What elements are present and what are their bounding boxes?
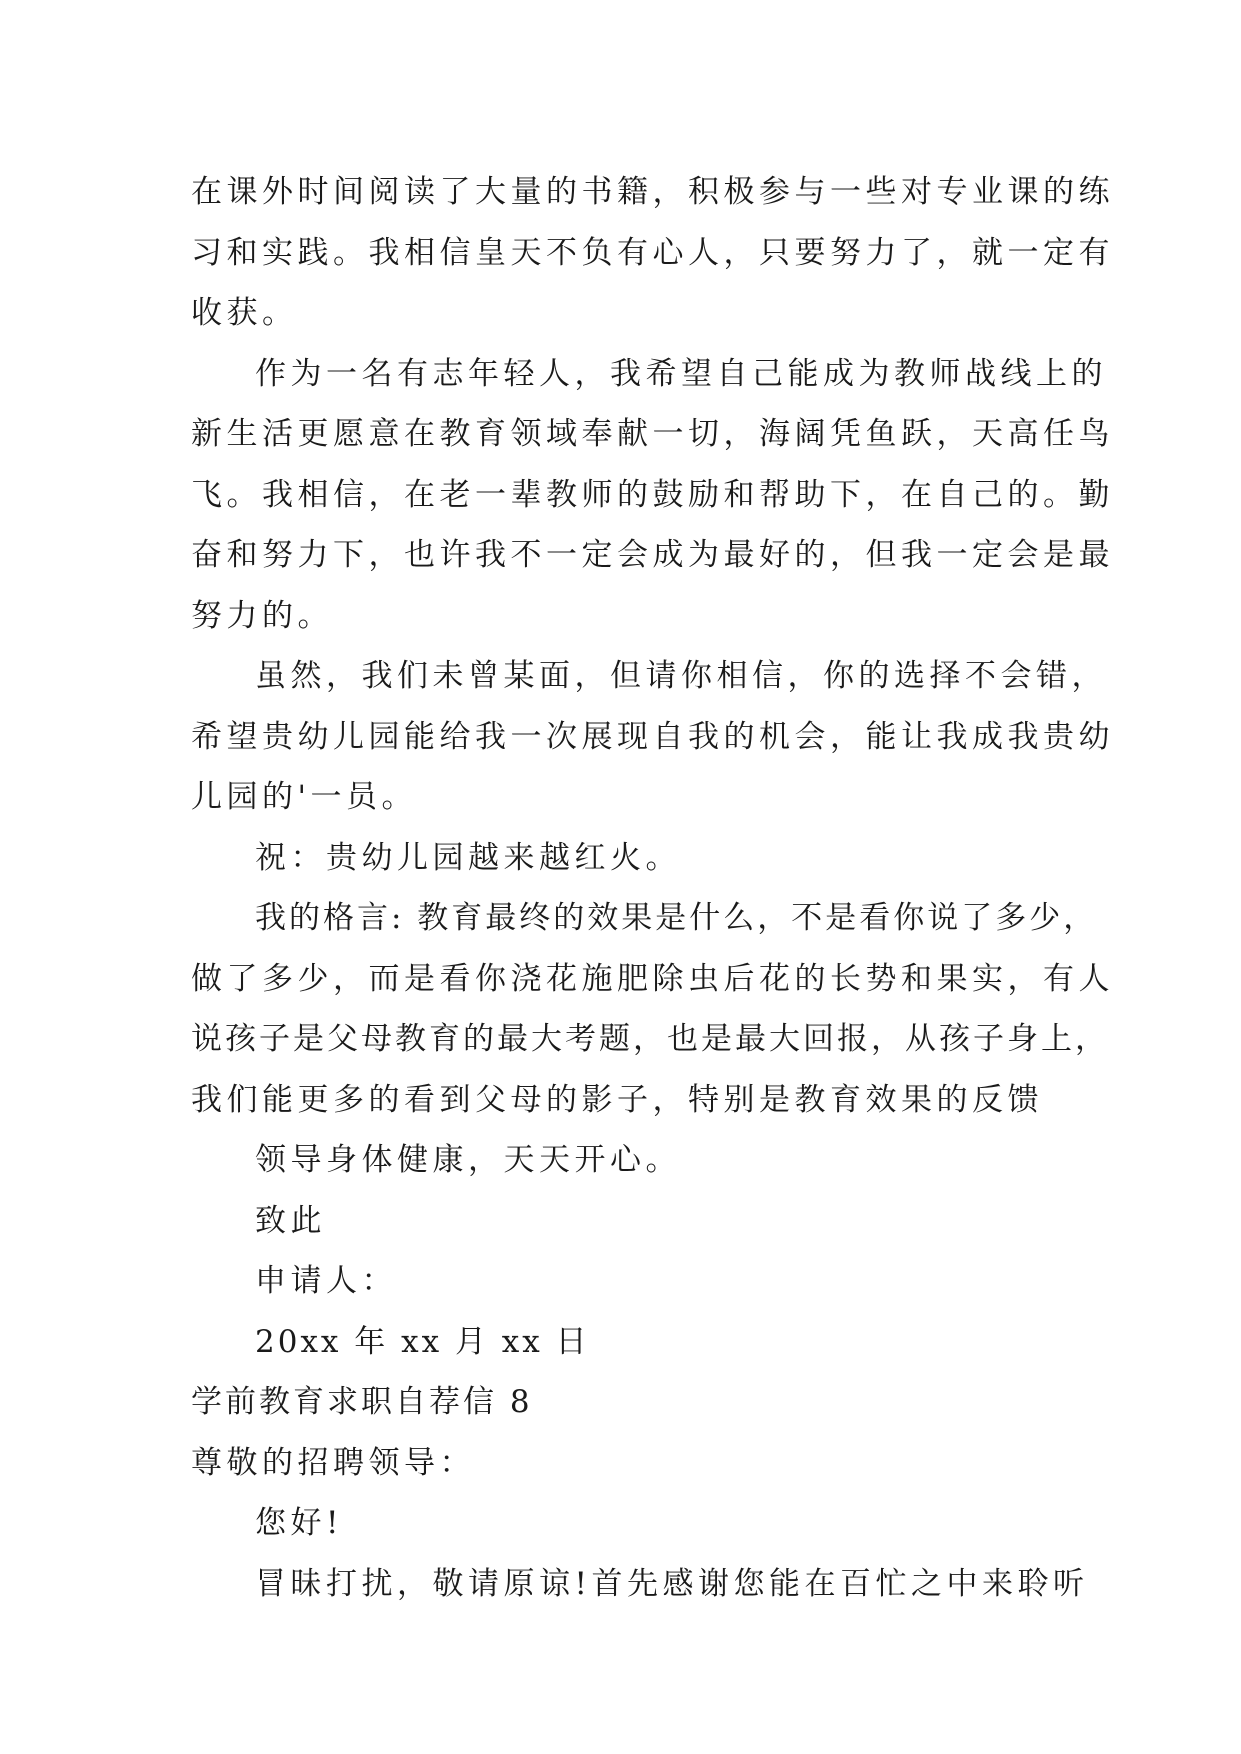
text-line-19: 申请人： bbox=[255, 1263, 397, 1299]
text-line-17: 领导身体健康，天天开心。 bbox=[255, 1142, 681, 1178]
text-line-14: 做了多少，而是看你浇花施肥除虫后花的长势和果实，有人 bbox=[191, 960, 1114, 997]
text-line-4: 作为一名有志年轻人，我希望自己能成为教师战线上的 bbox=[255, 355, 1107, 392]
text-line-10: 希望贵幼儿园能给我一次展现自我的机会，能让我成我贵幼 bbox=[191, 718, 1114, 755]
text-line-7: 奋和努力下，也许我不一定会成为最好的，但我一定会是最 bbox=[191, 537, 1114, 573]
text-line-3: 收获。 bbox=[191, 295, 298, 331]
text-line-20-date: 20xx 年 xx 月 xx 日 bbox=[255, 1323, 590, 1360]
text-line-9: 虽然，我们未曾某面，但请你相信，你的选择不会错， bbox=[255, 658, 1107, 694]
letter-body bbox=[191, 162, 1114, 1614]
text-line-18: 致此 bbox=[255, 1202, 326, 1239]
text-line-2: 习和实践。我相信皇天不负有心人，只要努力了，就一定有 bbox=[191, 234, 1114, 271]
salutation: 尊敬的招聘领导： bbox=[191, 1444, 475, 1481]
greeting: 您好! bbox=[255, 1505, 343, 1541]
text-line-8: 努力的。 bbox=[191, 597, 333, 634]
text-line-1: 在课外时间阅读了大量的书籍，积极参与一些对专业课的练 bbox=[191, 174, 1114, 210]
section-heading: 学前教育求职自荐信 8 bbox=[191, 1384, 533, 1420]
text-line-6: 飞。我相信，在老一辈教师的鼓励和帮助下，在自己的。勤 bbox=[191, 476, 1114, 513]
text-line-11: 儿园的'一员。 bbox=[191, 779, 418, 815]
text-line-16: 我们能更多的看到父母的影子，特别是教育效果的反馈 bbox=[191, 1081, 1043, 1118]
text-line-12: 祝：贵幼儿园越来越红火。 bbox=[255, 839, 681, 876]
text-line-24: 冒昧打扰，敬请原谅!首先感谢您能在百忙之中来聆听 bbox=[255, 1565, 1089, 1602]
text-line-13: 我的格言: 教育最终的效果是什么，不是看你说了多少， bbox=[255, 900, 1098, 936]
text-line-5: 新生活更愿意在教育领域奉献一切，海阔凭鱼跃，天高任鸟 bbox=[191, 416, 1114, 452]
text-line-15: 说孩子是父母教育的最大考题，也是最大回报，从孩子身上， bbox=[191, 1021, 1109, 1057]
